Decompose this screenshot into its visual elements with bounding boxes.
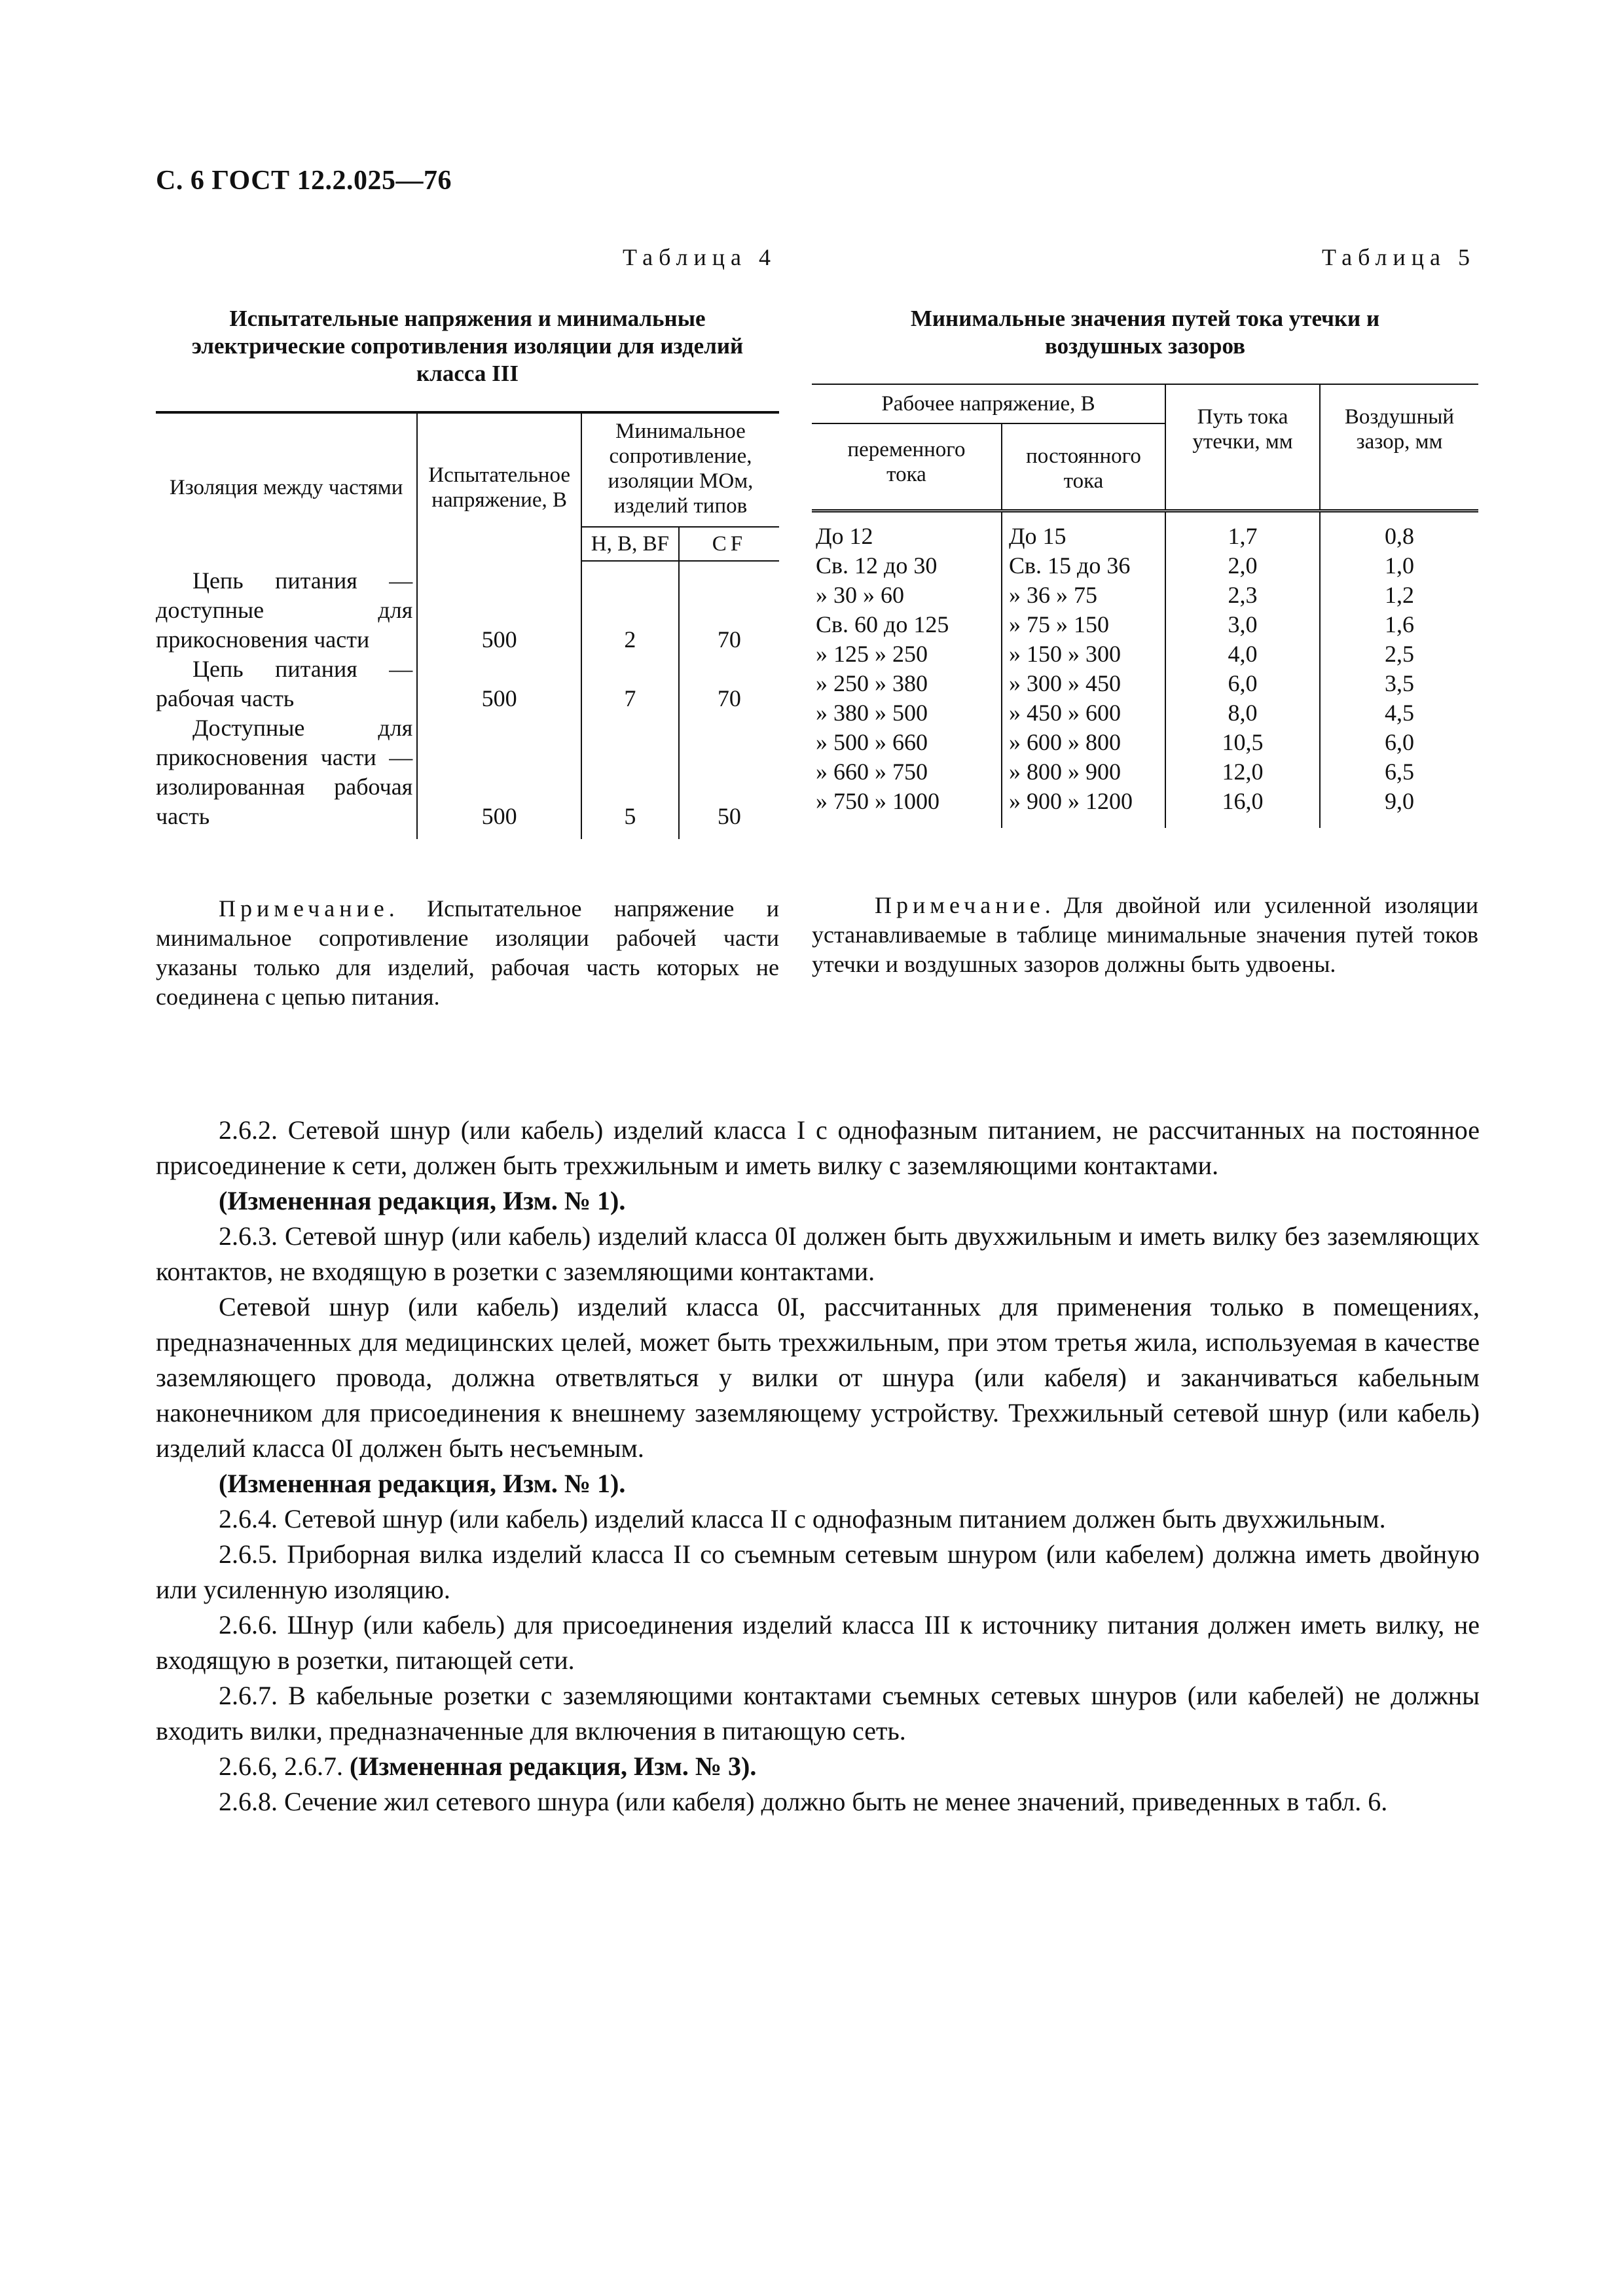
table5-cell-creepage: 2,0 — [1165, 551, 1320, 581]
table5-cell-ac: » 750 » 1000 — [812, 787, 1002, 828]
paragraph-2-6-8: 2.6.8. Сечение жил сетевого шнура (или кабеля) должно быть не менее значений, приведенных в табл. 6. — [219, 1787, 1388, 1816]
table5-cell-dc: » 150 » 300 — [1002, 639, 1165, 669]
table5-cell-dc: » 300 » 450 — [1002, 669, 1165, 698]
table5-cell-dc: » 800 » 900 — [1002, 757, 1165, 787]
table4-title: Испытательные напряжения и минимальные электрические сопротивления изоляции для изделий класса III — [191, 306, 744, 386]
table-row — [812, 511, 1478, 552]
table5-cell-ac: » 250 » 380 — [812, 669, 1002, 698]
table5-note-text: . Для двойной или усиленной изоляции устанавливаемые в таблице минимальные значения путей токов утечки и воздушных зазоров должны быть удвоены. — [812, 892, 1478, 977]
table4-row2-voltage: 500 — [417, 655, 581, 713]
table5-cell-creepage: 3,0 — [1165, 610, 1320, 639]
table5-cell-dc: » 450 » 600 — [1002, 698, 1165, 728]
table5-cell-clearance: 1,6 — [1385, 611, 1414, 637]
table5-title: Минимальные значения путей тока утечки и воздушных зазоров — [910, 306, 1380, 359]
table-row — [812, 728, 1478, 757]
table5-cell-creepage: 12,0 — [1165, 757, 1320, 787]
amendment-ref: 2.6.6, 2.6.7. — [219, 1751, 350, 1781]
table4-row1-part: Цепь питания — доступные для прикосновения части — [156, 567, 413, 653]
table4-row3-part: Доступные для прикосновения части — изолированная рабочая часть — [156, 715, 413, 829]
table5-header-creepage: Путь тока утечки, мм — [1165, 384, 1320, 509]
paragraph-2-6-6: 2.6.6. Шнур (или кабель) для присоединения изделий класса III к источнику питания должен иметь вилку, не входящую в розетки, питающей сети. — [156, 1610, 1480, 1675]
table-row — [812, 757, 1478, 787]
table5-cell-clearance: 0,8 — [1385, 523, 1414, 549]
table4-row1-voltage: 500 — [417, 561, 581, 655]
table4-row2-part: Цепь питания — рабочая часть — [156, 656, 413, 711]
table5-cell-dc: » 75 » 150 — [1002, 610, 1165, 639]
table4-note-label: Примечание — [219, 895, 389, 922]
table5-header-ac: переменного тока — [812, 423, 1002, 509]
table5-cell-creepage: 8,0 — [1165, 698, 1320, 728]
table4 — [156, 411, 779, 839]
table-row — [812, 698, 1478, 728]
table4-row3-voltage: 500 — [417, 713, 581, 839]
body-text — [156, 1113, 1480, 1820]
table5-cell-creepage: 16,0 — [1165, 787, 1320, 828]
table-row — [812, 551, 1478, 581]
paragraph-2-6-4: 2.6.4. Сетевой шнур (или кабель) изделий класса II с однофазным питанием должен быть двухжильным. — [219, 1504, 1386, 1534]
paragraph-2-6-5: 2.6.5. Приборная вилка изделий класса II со съемным сетевым шнуром (или кабелем) должна иметь двойную или усиленную изоляцию. — [156, 1539, 1480, 1604]
table4-note — [156, 894, 779, 1012]
table5-cell-dc: Св. 15 до 36 — [1002, 551, 1165, 581]
table5-cell-creepage: 1,7 — [1165, 511, 1320, 552]
paragraph-amendment-3 — [156, 1749, 1480, 1784]
table5-cell-ac: » 500 » 660 — [812, 728, 1002, 757]
table5-cell-clearance: 1,2 — [1385, 582, 1414, 608]
table5-cell-ac: Св. 60 до 125 — [812, 610, 1002, 639]
table4-note-text: . Испытательное напряжение и минимальное сопротивление изоляции рабочей части указаны только для изделий, рабочая часть которых не соединена с цепью питания. — [156, 895, 779, 1010]
table5-cell-clearance: 3,5 — [1385, 670, 1414, 696]
table5-cell-clearance: 9,0 — [1385, 788, 1414, 814]
table-row — [812, 610, 1478, 639]
table5-cell-ac: » 30 » 60 — [812, 581, 1002, 610]
table4-block — [156, 243, 779, 1012]
paragraph-2-6-3: 2.6.3. Сетевой шнур (или кабель) изделий класса 0I должен быть двухжильным и иметь вилку без заземляющих контактов, не входящую в розетки с заземляющими контактами. — [156, 1221, 1480, 1286]
table5-header-clearance: Воздушный зазор, мм — [1344, 405, 1455, 454]
amendment-note: (Измененная редакция, Изм. № 3). — [350, 1751, 757, 1781]
table5-cell-clearance: 2,5 — [1385, 641, 1414, 667]
table-row — [812, 639, 1478, 669]
table5-cell-ac: До 12 — [812, 511, 1002, 552]
paragraph-2-6-7: 2.6.7. В кабельные розетки с заземляющими контактами съемных сетевых шнуров (или кабелей) не должны входить вилки, предназначенные для включения в питающую сеть. — [156, 1681, 1480, 1746]
table-row — [812, 669, 1478, 698]
table4-row2-hbbf: 7 — [581, 655, 679, 713]
table5-cell-creepage: 6,0 — [1165, 669, 1320, 698]
table5-cell-dc: » 36 » 75 — [1002, 581, 1165, 610]
table4-row1-cf: 70 — [717, 626, 741, 653]
table4-row3-hbbf: 5 — [581, 713, 679, 839]
table5-header-voltage: Рабочее напряжение, В — [812, 384, 1165, 423]
amendment-note: (Измененная редакция, Изм. № 1). — [219, 1469, 626, 1498]
table-row — [156, 713, 779, 839]
table5-cell-dc: До 15 — [1002, 511, 1165, 552]
table5-note-label: Примечание — [875, 892, 1045, 918]
table5-cell-creepage: 2,3 — [1165, 581, 1320, 610]
table5-cell-clearance: 6,5 — [1385, 759, 1414, 785]
paragraph-2-6-2: 2.6.2. Сетевой шнур (или кабель) изделий класса I с однофазным питанием, не рассчитанных на постоянное присоединение к сети, должен быть трехжильным и иметь вилку с заземляющими контактами. — [156, 1115, 1480, 1180]
table-row — [156, 561, 779, 655]
table-row — [812, 787, 1478, 828]
table5-cell-ac: Св. 12 до 30 — [812, 551, 1002, 581]
table5-cell-creepage: 10,5 — [1165, 728, 1320, 757]
table5-cell-dc: » 900 » 1200 — [1002, 787, 1165, 828]
amendment-note: (Измененная редакция, Изм. № 1). — [219, 1186, 626, 1215]
page-header: С. 6 ГОСТ 12.2.025—76 — [156, 166, 452, 196]
table4-header-insulation: Изоляция между частями — [156, 412, 417, 561]
table5-cell-clearance: 6,0 — [1385, 729, 1414, 755]
paragraph-class-0i: Сетевой шнур (или кабель) изделий класса 0I, рассчитанных для применения только в помещениях, предназначенных для медицинских целей, может быть трехжильным, при этом третья жила, используемая в качестве заземляющего провода, должна ответвляться у вилки от шнура (или кабеля) и заканчиваться кабельным наконечником для присоединения к внешнему заземляющему устройству. Трехжильный сетевой шнур (или кабель) изделий класса 0I должен быть несъемным. — [156, 1292, 1480, 1463]
table5-cell-clearance: 4,5 — [1385, 700, 1414, 726]
table4-header-resistance: Минимальное сопротивление, изоляции МОм, изделий типов — [608, 420, 754, 518]
table5-cell-ac: » 660 » 750 — [812, 757, 1002, 787]
table4-header-voltage: Испытательное напряжение, В — [417, 412, 581, 561]
table5-cell-clearance: 1,0 — [1385, 552, 1414, 579]
table4-row1-hbbf: 2 — [581, 561, 679, 655]
table4-header-cf: СF — [679, 527, 779, 561]
table4-header-hbbf: Н, В, ВF — [581, 527, 679, 561]
table5 — [812, 384, 1478, 828]
table4-row3-cf: 50 — [717, 803, 741, 829]
table4-label: Таблица 4 — [623, 244, 776, 270]
table5-cell-ac: » 380 » 500 — [812, 698, 1002, 728]
table-row — [812, 581, 1478, 610]
table4-row2-cf: 70 — [717, 685, 741, 711]
table5-header-dc: постоянного тока — [1002, 423, 1165, 509]
table5-note — [812, 891, 1478, 979]
table5-block — [812, 243, 1478, 979]
table5-cell-creepage: 4,0 — [1165, 639, 1320, 669]
table5-cell-ac: » 125 » 250 — [812, 639, 1002, 669]
table5-cell-dc: » 600 » 800 — [1002, 728, 1165, 757]
table5-label: Таблица 5 — [1322, 244, 1476, 270]
table-row — [156, 655, 779, 713]
